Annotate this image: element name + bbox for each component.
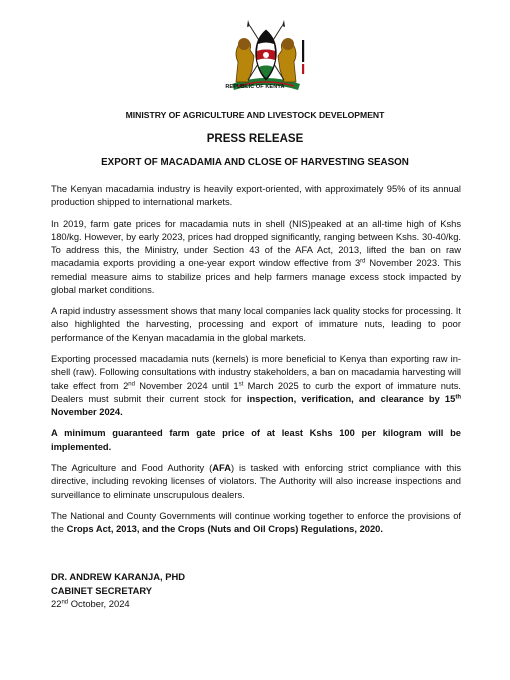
- superscript: nd: [61, 599, 69, 606]
- signatory-name: DR. ANDREW KARANJA, PHD: [51, 571, 186, 582]
- superscript: th: [455, 394, 462, 401]
- text-span: In 2019, farm gate prices for macadamia nuts in shell (NIS)peaked at an all-time high of Kshs 180/kg. However, by early 2023, prices had dropped significantly, ranging between Kshs. 30-40/kg. To address this, the Ministry, under Section 43 of the AFA Act, 2013, lifted the ban on raw macadamia exports providing a one-year export window effective from 3: [51, 218, 461, 269]
- document-title: PRESS RELEASE: [206, 133, 304, 145]
- bold-text: Crops Act, 2013, and the Crops (Nuts and Oil Crops) Regulations, 2020.: [66, 524, 383, 535]
- text-span: The National and County Governments will continue working together to enforce the provisions of the: [51, 511, 461, 535]
- superscript: rd: [360, 258, 366, 265]
- text-span: Exporting processed macadamia nuts (kernels) is more beneficial to Kenya than exporting raw in-shell (raw). Following consultations with industry stakeholders, a ban on macadamia harvesting will take effect from 2: [51, 354, 461, 391]
- text-span: The Agriculture and Food Authority (: [51, 463, 213, 474]
- text-span: ) is tasked with enforcing strict compliance with this directive, including revoking licenses of violators. The Authority will also increase inspections and surveillance to eliminate unscrupulous dealers.: [51, 463, 461, 500]
- signatory-role: CABINET SECRETARY: [51, 584, 153, 596]
- paragraph-government-cooperation: [51, 510, 461, 536]
- document-body: [51, 183, 461, 545]
- bold-superscript-wrap: [455, 394, 461, 404]
- date-rest: October, 2024: [68, 598, 130, 610]
- text-span: March 2025 to curb the export of immature nuts. Dealers must submit their current stock for: [51, 380, 461, 404]
- bold-text: November 2024.: [51, 406, 123, 417]
- crest-caption: REPUBLIC OF KENYA: [225, 84, 285, 90]
- paragraph-harvest-ban: [51, 353, 461, 419]
- paragraph-afa-enforcement: [51, 462, 461, 502]
- superscript: st: [238, 381, 244, 388]
- bold-text: inspection, verification, and clearance by 15: [246, 393, 456, 404]
- paragraph-industry-overview: The Kenyan macadamia industry is heavily export-oriented, with approximately 95% of its annual production shipped to international markets.: [51, 184, 461, 208]
- text-span: November 2023. This remedial measure aims to stabilize prices and help farmers manage excess stock impacted by global market conditions.: [51, 258, 461, 295]
- ministry-name: MINISTRY OF AGRICULTURE AND LIVESTOCK DEVELOPMENT: [125, 110, 385, 120]
- paragraph-price-history: [51, 218, 461, 297]
- paragraph-minimum-price: A minimum guaranteed farm gate price of at least Kshs 100 per kilogram will be implemented.: [51, 428, 461, 452]
- document-subject: EXPORT OF MACADAMIA AND CLOSE OF HARVESTING SEASON: [101, 157, 409, 168]
- text-span: November 2024 until 1: [134, 380, 239, 391]
- document-date: [51, 597, 185, 611]
- paragraph-industry-assessment: A rapid industry assessment shows that many local companies lack quality stocks for processing. It also highlighted the harvesting, processing and export of immature nuts, leading to poor performance of the Kenyan macadamia in the global markets.: [51, 306, 461, 343]
- signature-block: [51, 570, 185, 611]
- superscript: nd: [128, 381, 135, 388]
- date-day: 22: [51, 598, 62, 610]
- bold-text: AFA: [212, 463, 231, 474]
